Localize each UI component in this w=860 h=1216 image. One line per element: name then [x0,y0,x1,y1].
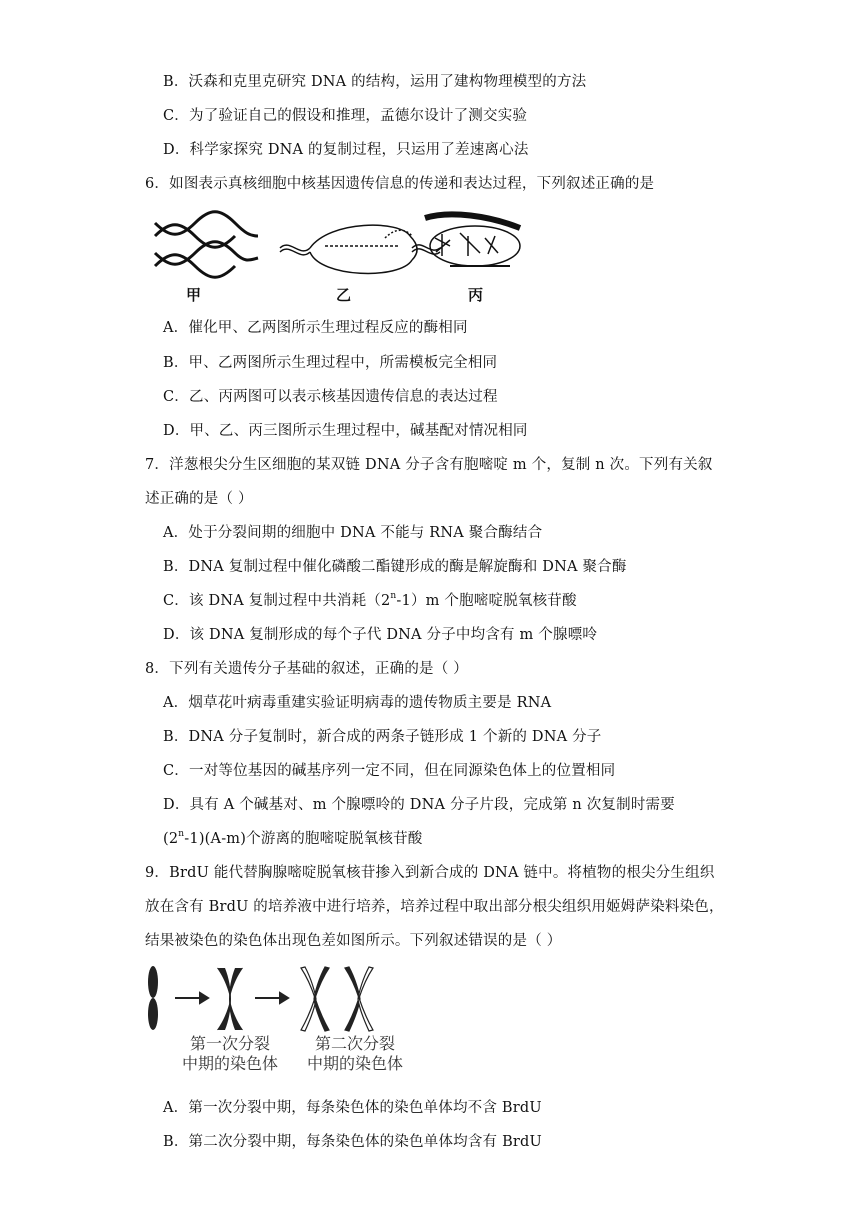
q7-stem-line2: 述正确的是（ ） [145,491,253,507]
q5-option-b: B．沃森和克里克研究 DNA 的结构，运用了建构物理模型的方法 [163,74,587,90]
q9-option-a: A．第一次分裂中期，每条染色体的染色单体均不含 BrdU [163,1100,542,1116]
q6-option-c: C．乙、丙两图可以表示核基因遗传信息的表达过程 [163,389,498,405]
q9-caption-first-line2: 中期的染色体 [181,1054,278,1073]
q6-option-a: A．催化甲、乙两图所示生理过程反应的酶相同 [163,320,468,336]
q7-option-c-post: -1）m 个胞嘧啶脱氧核苷酸 [396,593,577,609]
chromosome-second-division-icon-a [301,967,329,1031]
q8-option-d2-pre: (2 [163,831,179,847]
dna-replication-icon [155,212,258,278]
q6-stem: 6．如图表示真核细胞中核基因遗传信息的传递和表达过程，下列叙述正确的是 [145,176,655,192]
q6-figure-label-yi: 乙 [336,286,352,304]
q7-option-d: D．该 DNA 复制形成的每个子代 DNA 分子中均含有 m 个腺嘌呤 [163,627,598,643]
arrow-right-icon [255,993,288,1003]
q9-stem-line1: 9．BrdU 能代替胸腺嘧啶脱氧核苷掺入到新合成的 DNA 链中。将植物的根尖分生组织 [145,865,715,881]
chromosome-first-division-icon [217,968,243,1030]
q6-figure-label-jia: 甲 [186,286,202,304]
q8-option-d: D．具有 A 个碱基对、m 个腺嘌呤的 DNA 分子片段，完成第 n 次复制时需要 [163,797,675,813]
q9-caption-first [175,1034,285,1074]
q6-option-b: B．甲、乙两图所示生理过程中，所需模板完全相同 [163,355,498,371]
translation-icon [425,214,520,266]
q8-option-d2-sup: n [178,829,185,840]
q8-option-a: A．烟草花叶病毒重建实验证明病毒的遗传物质主要是 RNA [163,695,552,711]
q7-option-b: B．DNA 复制过程中催化磷酸二酯键形成的酶是解旋酶和 DNA 聚合酶 [163,559,627,575]
q6-figure [150,208,530,304]
q8-option-d2-post: -1)(A-m)个游离的胞嘧啶脱氧核苷酸 [184,831,423,847]
chromosome-second-division-icon-b [345,967,373,1031]
q7-option-c [163,591,577,611]
arrow-right-icon [175,993,208,1003]
q5-option-c: C．为了验证自己的假设和推理，孟德尔设计了测交实验 [163,108,528,124]
q8-option-c: C．一对等位基因的碱基序列一定不同，但在同源染色体上的位置相同 [163,763,616,779]
q8-option-b: B．DNA 分子复制时，新合成的两条子链形成 1 个新的 DNA 分子 [163,729,602,745]
chromosome-icon [148,966,158,1030]
q9-caption-second-line1: 第二次分裂 [314,1034,395,1053]
q9-stem-line2: 放在含有 BrdU 的培养液中进行培养，培养过程中取出部分根尖组织用姬姆萨染料染色， [145,899,724,915]
q6-figure-label-bing: 丙 [468,286,484,304]
q7-option-c-pre: C．该 DNA 复制过程中共消耗（2 [163,593,391,609]
q9-figure-drawing [145,964,425,1034]
transcription-icon [280,225,440,273]
q6-option-d: D．甲、乙、丙三图所示生理过程中，碱基配对情况相同 [163,423,528,439]
q7-option-c-sup: n [390,591,397,602]
q8-stem: 8．下列有关遗传分子基础的叙述，正确的是（ ） [145,661,468,677]
q9-figure [145,964,425,1076]
q9-caption-second-line2: 中期的染色体 [306,1054,403,1073]
q9-option-b: B．第二次分裂中期，每条染色体的染色单体均含有 BrdU [163,1134,542,1150]
q7-option-a: A．处于分裂间期的细胞中 DNA 不能与 RNA 聚合酶结合 [163,525,543,541]
q7-stem-line1: 7．洋葱根尖分生区细胞的某双链 DNA 分子含有胞嘧啶 m 个，复制 n 次。下列有关叙 [145,457,713,473]
q9-caption-first-line1: 第一次分裂 [189,1034,270,1053]
q8-option-d-continued [163,829,423,849]
q5-option-d: D．科学家探究 DNA 的复制过程，只运用了差速离心法 [163,142,529,158]
q9-stem-line3: 结果被染色的染色体出现色差如图所示。下列叙述错误的是（ ） [145,933,562,949]
q9-caption-second [295,1034,415,1074]
